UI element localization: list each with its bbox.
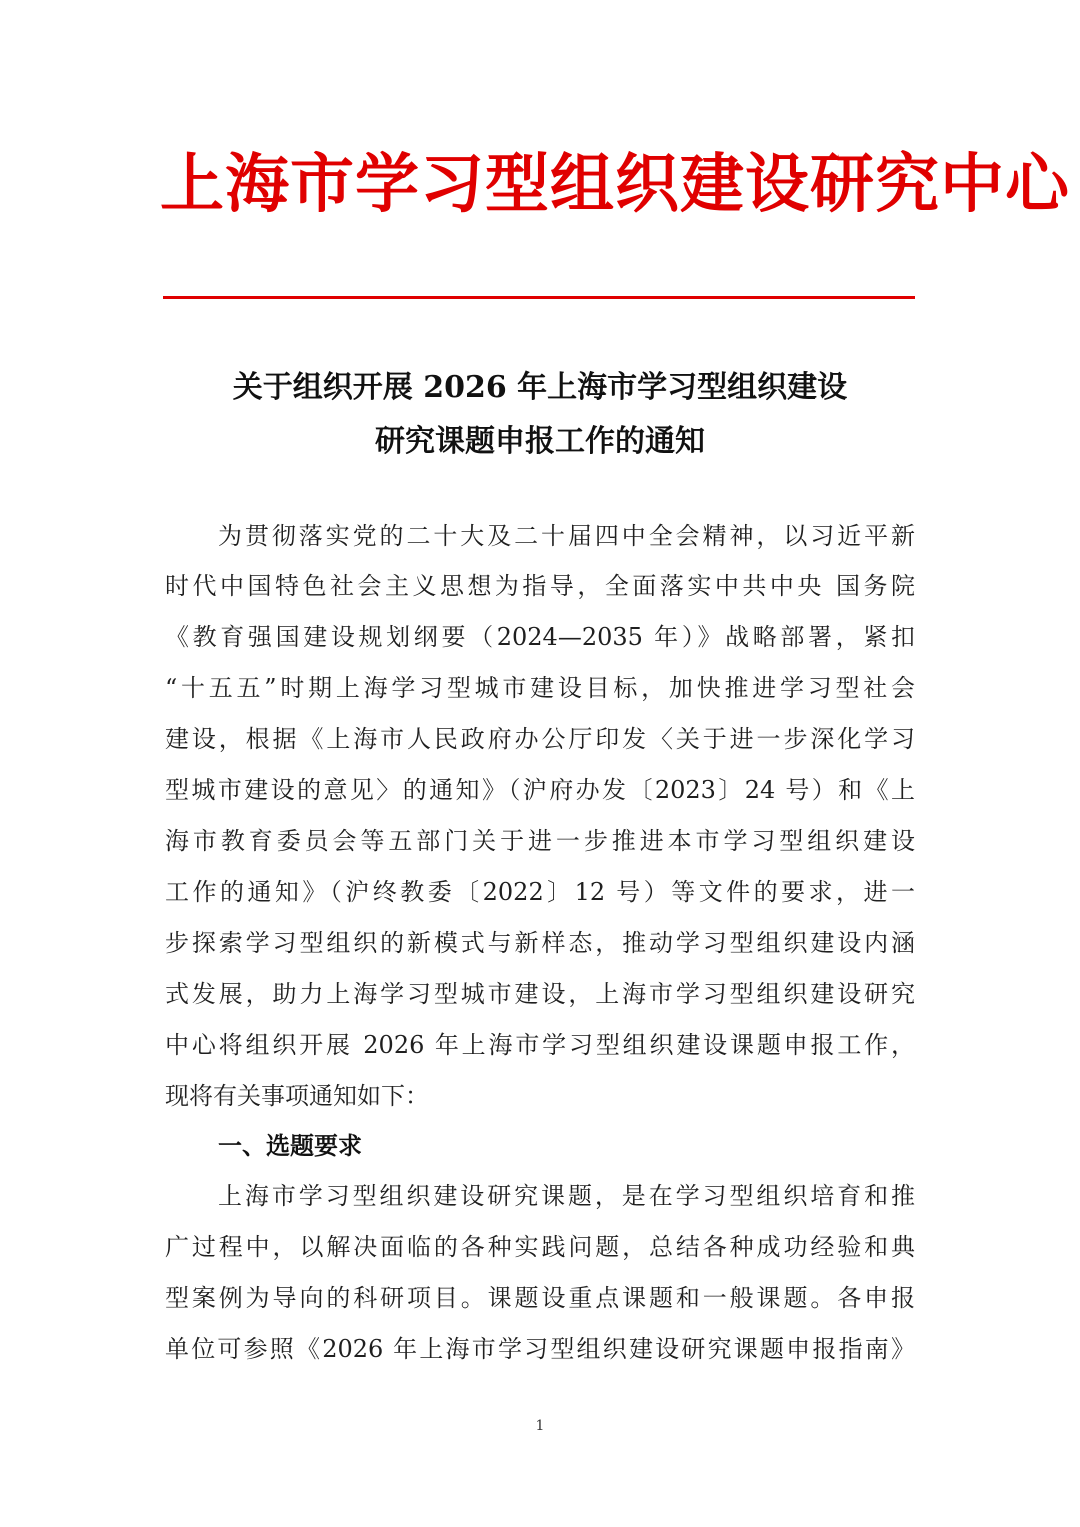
body-line: 海市教育委员会等五部门关于进一步推进本市学习型组织建设 [165, 827, 915, 855]
body-line: 时代中国特色社会主义思想为指导，全面落实中共中央 国务院 [165, 572, 915, 600]
document-title-line-1: 关于组织开展 2026 年上海市学习型组织建设 [232, 370, 848, 405]
body-line: 式发展，助力上海学习型城市建设，上海市学习型组织建设研究 [165, 980, 915, 1008]
body-line: 为贯彻落实党的二十大及二十届四中全会精神，以习近平新 [218, 522, 915, 550]
header-divider [163, 296, 915, 299]
body-line: 型案例为导向的科研项目。课题设重点课题和一般课题。各申报 [165, 1284, 915, 1312]
body-line: 步探索学习型组织的新模式与新样态，推动学习型组织建设内涵 [165, 929, 915, 957]
organization-header: 上海市学习型组织建设研究中心 [160, 148, 1070, 222]
body-line: 广过程中，以解决面临的各种实践问题，总结各种成功经验和典 [165, 1233, 915, 1261]
document-title-line-2: 研究课题申报工作的通知 [375, 424, 705, 459]
page-number: 1 [535, 1418, 545, 1434]
body-line: 《教育强国建设规划纲要（2024—2035 年）》战略部署，紧扣 [165, 623, 915, 651]
body-line: 中心将组织开展 2026 年上海市学习型组织建设课题申报工作， [165, 1031, 915, 1059]
body-line: 工作的通知》（沪终教委〔2022〕12 号）等文件的要求，进一 [165, 878, 915, 906]
body-line: 单位可参照《2026 年上海市学习型组织建设研究课题申报指南》 [165, 1335, 915, 1363]
section-heading: 一、选题要求 [218, 1132, 362, 1160]
body-line: 现将有关事项通知如下： [165, 1082, 429, 1110]
body-line: 建设，根据《上海市人民政府办公厅印发〈关于进一步深化学习 [165, 725, 915, 753]
body-line: 上海市学习型组织建设研究课题，是在学习型组织培育和推 [218, 1182, 915, 1210]
body-line: “十五五”时期上海学习型城市建设目标，加快推进学习型社会 [165, 674, 915, 702]
body-line: 型城市建设的意见〉的通知》（沪府办发〔2023〕24 号）和《上 [165, 776, 915, 804]
